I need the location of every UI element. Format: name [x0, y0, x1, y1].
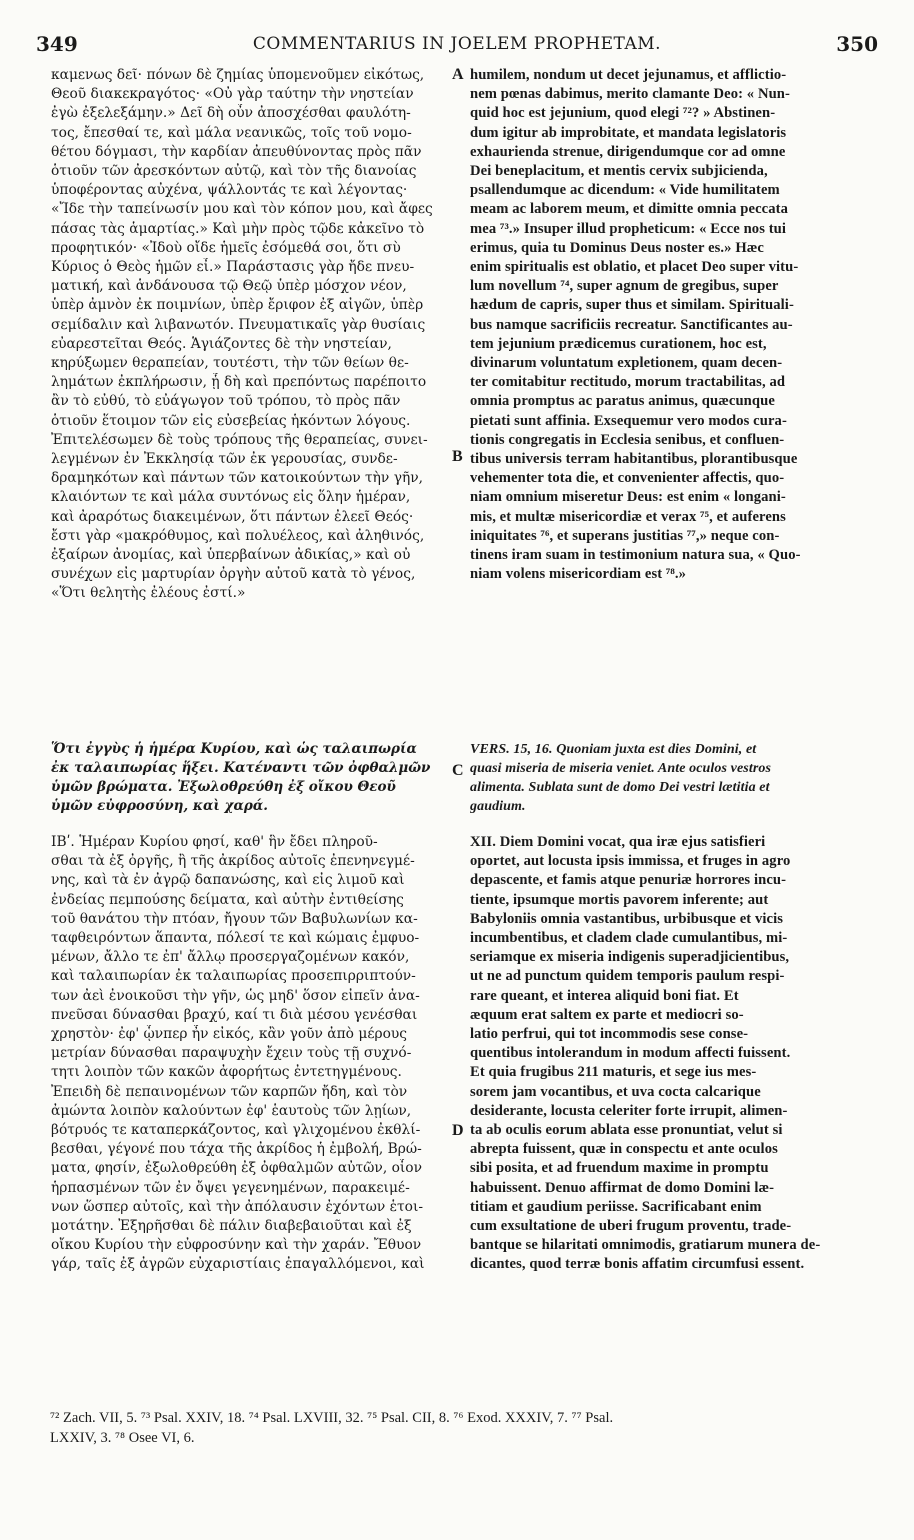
greek-text-line: ἔστι γὰρ «μακρόθυμος, καὶ πολυέλεος, καὶ ἀληθινός,	[51, 527, 425, 544]
latin-text-line: sorem jam vocantibus, et uva cocta calcarique	[470, 1083, 761, 1100]
greek-text-line: συνέχων εἰς μαρτυρίαν ὀργὴν αὐτοῦ κατὰ τὸ γένος,	[51, 566, 416, 583]
latin-text-line: æquum erat saltem ex parte et mediocri so-	[470, 1006, 744, 1023]
latin-text-line: exhaurienda strenue, dirigendumque cor ad omne	[470, 143, 786, 160]
latin-text-line: Dei beneplacitum, et mentis cervix subjicienda,	[470, 163, 768, 180]
latin-text-line: seriamque ex miseria indigenis superadjicientibus,	[470, 949, 790, 966]
greek-text-line: ὁτιοῦν τῶν ἀρεσκόντων αὐτῷ, καὶ τὸν τῆς διανοίας	[51, 163, 417, 180]
latin-text-line: latio perfrui, qui tot incommodis sese conse-	[470, 1026, 749, 1043]
latin-text-line: habuissent. Denuo affirmat de domo Domini læ-	[470, 1179, 775, 1196]
greek-text-line: Ἐπιτελέσωμεν δὲ τοὺς τρόπους τῆς θεραπείας, συνει-	[51, 431, 428, 448]
latin-text-line: ta ab oculis eorum ablata esse pronuntiat, velut si	[470, 1122, 783, 1139]
section-marker-b: B	[452, 448, 463, 465]
latin-text-line: Et quia frugibus 211 maturis, et sege ius mes-	[470, 1064, 757, 1081]
latin-text-line: tiente, ipsumque mortis pavorem inferente; aut	[470, 891, 769, 908]
latin-text-line: desiderante, locusta celeriter forte irrupit, alimen-	[470, 1102, 788, 1119]
greek-text-line: πάσας τὰς ἁμαρτίας.» Καὶ μὴν πρὸς τῷδε κἀκεῖνο τὸ	[51, 220, 425, 237]
greek-verse-text	[51, 740, 446, 816]
page-header	[36, 32, 878, 58]
greek-text-line: Κύριος ὁ Θεὸς ἡμῶν εἶ.» Παράστασις γὰρ ἤδε πνευ-	[51, 259, 415, 276]
latin-text-line: mea ⁷³.» Insuper illud propheticum: « Ecce nos tui	[470, 220, 787, 237]
greek-text-line: λημάτων ἐκπλήρωσιν, ᾗ δὴ καὶ πρεπόντως παρέποιτο	[51, 374, 427, 391]
latin-text-line: nem pœnas dabimus, merito clamante Deo: « Nun-	[470, 86, 790, 103]
latin-text-line: niam volens misericordiam est ⁷⁸.»	[470, 566, 687, 583]
latin-verse-text	[470, 740, 880, 816]
latin-text-line: vehementer tota die, et convenienter affectis, quo-	[470, 470, 785, 487]
greek-verse-line: Ὅτι ἐγγὺς ἡ ἡμέρα Κυρίου, καὶ ὡς ταλαιπωρία	[51, 741, 417, 757]
greek-text-line: Θεοῦ διακεκραγότος· «Οὐ γὰρ ταύτην τὴν νηστείαν	[51, 86, 414, 103]
greek-text-line: καὶ ἀραρότως διακειμένων, ὅτι πάντων ἐλεεῖ Θεός·	[51, 508, 414, 525]
latin-text-line: cum exsultatione de uberi frugum proventu, trade-	[470, 1218, 792, 1235]
greek-text-line: σεμίδαλιν καὶ λιβανωτόν. Πνευματικαῖς γὰρ θυσίαις	[51, 316, 426, 333]
greek-text-line: καμενως δεῖ· πόνων δὲ ζημίας ὑπομενοῦμεν εἰκότως,	[51, 67, 425, 83]
greek-text-line: ἂν τὸ εὐθύ, τὸ εὐάγωγον τοῦ τρόπου, τὸ πρὸς πᾶν	[51, 393, 401, 410]
greek-text-line: ἐγὼ ἐξελεξάμην.» Δεῖ δὴ οὖν ἀποσχέσθαι φαυλότη-	[51, 105, 411, 122]
latin-text-line: dicantes, quod terræ bonis affatim circumfusi essent.	[470, 1256, 805, 1273]
footnote-line: ⁷² Zach. VII, 5. ⁷³ Psal. XXIV, 18. ⁷⁴ Psal. LXVIII, 32. ⁷⁵ Psal. CII, 8. ⁷⁶ Exod. XXXIV, 7. ⁷⁷ Psal.	[50, 1410, 614, 1426]
greek-text-line: οἴκου Κυρίου τὴν εὐφροσύνην καὶ τὴν χαράν. Ἔθυον	[51, 1237, 422, 1254]
latin-text-line: erimus, quia tu Dominus Deus noster es.» Hæc	[470, 239, 764, 256]
latin-text-line: XII. Diem Domini vocat, qua iræ ejus satisfieri	[470, 834, 766, 850]
latin-text-line: mis, et multæ misericordiæ et verax ⁷⁵, et auferens	[470, 508, 786, 525]
latin-text-line: pietati sunt affinia. Exsequemur vero modos cura-	[470, 412, 787, 429]
latin-text-line: titiam et gaudium periisse. Sacrificabant enim	[470, 1198, 762, 1215]
latin-text-line: tibus universis terram habitantibus, plorantibusque	[470, 451, 798, 468]
page-number-left: 349	[36, 32, 78, 56]
latin-text-line: omnia promptus ac paratus animus, quæcunque	[470, 393, 775, 410]
greek-text-line: Ἐπειδὴ δὲ πεπαινομένων τῶν καρπῶν ἤδη, καὶ τὸν	[51, 1083, 408, 1100]
greek-text-line: τος, ἔπεσθαί τε, καὶ μάλα νεανικῶς, τοῖς τοῦ νομο-	[51, 124, 412, 141]
greek-text-line: ματα, φησίν, ἐξωλοθρεύθη ἐξ ὀφθαλμῶν αὐτῶν, οἷον	[51, 1160, 423, 1177]
greek-text-line: μετρίαν δύνασθαι παραψυχὴν ἔχειν τοὺς τῇ συχνό-	[51, 1045, 412, 1062]
latin-text-line: abrepta fuissent, quæ in conspectu et ante oculos	[470, 1141, 778, 1158]
greek-text-line: κηρύξωμεν θεραπείαν, τουτέστι, τὴν τῶν θείων θε-	[51, 355, 409, 372]
latin-text-line: dum igitur ab improbitate, et mandata legislatoris	[470, 124, 787, 141]
greek-text-line: μένων, ἄλλο τε ἐπ' ἄλλῳ προσεργαζομένων κακόν,	[51, 949, 410, 966]
greek-text-line: χρηστὸν· ἐφ' ᾧνπερ ἦν εἰκός, κἂν γοῦν ἀπὸ μέρους	[51, 1026, 408, 1043]
section-marker-c: C	[452, 762, 464, 779]
latin-text-line: tem jejunium prædicemus curationem, hoc est,	[470, 335, 767, 352]
greek-text-line: πνεῦσαι δύνασθαι βραχύ, καί τι διὰ μέσου γενέσθαι	[51, 1006, 418, 1023]
greek-text-line: των ἀεὶ ἐνοικοῦσι τὴν γῆν, ὡς μηδ' ὅσον εἰπεῖν ἀνα-	[51, 987, 420, 1004]
latin-text-line: psallendumque ac dicendum: « Vide humilitatem	[470, 182, 780, 199]
greek-text-line: «Ὅτι θελητὴς ἐλέους ἐστί.»	[51, 585, 246, 602]
latin-text-line: lum novellum ⁷⁴, super agnum de gregibus, super	[470, 278, 779, 295]
latin-text-line: niam omnium miseretur Deus: est enim « longani-	[470, 489, 786, 506]
latin-text-line: bantque se hilaritati omnimodis, gratiarum munera de-	[470, 1237, 821, 1254]
greek-text-line: θέτου δόγμασι, τὴν καρδίαν ἀπευθύνοντας πρὸς πᾶν	[51, 143, 422, 160]
latin-text-line: iniquitates ⁷⁶, et superans justitias ⁷⁷,» neque con-	[470, 527, 780, 544]
greek-verse-line: ὑμῶν εὐφροσύνη, καὶ χαρά.	[51, 798, 268, 814]
page-number-right: 350	[836, 32, 878, 56]
greek-text-line: νων ὥσπερ αὐτοῖς, καὶ τὴν ἀπόλαυσιν ἐχόντων ἑτοι-	[51, 1198, 424, 1215]
latin-text-line: ter comitabitur rectitudo, morum tractabilitas, ad	[470, 374, 786, 391]
footnote-line: LXXIV, 3. ⁷⁸ Osee VI, 6.	[50, 1430, 195, 1446]
greek-text-line: ἡρπασμένων τῶν ἐν ὄψει γεγενημένων, παρακειμέ-	[51, 1179, 410, 1196]
latin-text-line: humilem, nondum ut decet jejunamus, et afflictio-	[470, 67, 787, 83]
greek-text-line: ὑποφέροντας αὐχένα, ψάλλοντάς τε καὶ λέγοντας·	[51, 182, 408, 199]
latin-text-line: ut ne ad punctum quidem temporis paulum respi-	[470, 968, 785, 985]
greek-text-line: «Ἴδε τὴν ταπείνωσίν μου καὶ τὸν κόπον μου, καὶ ἄφες	[51, 201, 433, 218]
latin-text-line: bus namque sacrificiis recreatur. Sanctificantes au-	[470, 316, 793, 333]
greek-text-line: σθαι τὰ ἐξ ὀργῆς, ἢ τῆς ἀκρίδος αὐτοῖς ἐπενηνεγμέ-	[51, 853, 415, 870]
latin-text-line: oportet, aut locusta ipsis immissa, et fruges in agro	[470, 853, 791, 870]
latin-text-line: quid hoc est jejunium, quod elegi ⁷²? » Abstinen-	[470, 105, 776, 122]
greek-text-line: ὑπὲρ ἀμνὸν ἐκ ποιμνίων, ὑπὲρ ἔριφον ἐξ αἰγῶν, ὑπὲρ	[51, 297, 424, 314]
greek-column-top	[51, 66, 446, 604]
greek-verse-line: ἐκ ταλαιπωρίας ἥξει. Κατέναντι τῶν ὀφθαλμῶν	[51, 760, 431, 776]
greek-verse-line: ὑμῶν βρώματα. Ἐξωλοθρεύθη ἐξ οἴκου Θεοῦ	[51, 779, 396, 795]
running-title: COMMENTARIUS IN JOELEM PROPHETAM.	[252, 34, 662, 54]
latin-verse-line: alimenta. Sublata sunt de domo Dei vestri lætitia et	[470, 780, 770, 795]
footnotes	[50, 1408, 880, 1448]
greek-text-line: δραμηκότων καὶ πάντων τῶν κατοικούντων τὴν γῆν,	[51, 470, 423, 487]
greek-text-line: μοτάτην. Ἐξηρῆσθαι δὲ πάλιν διαβεβαιοῦται καὶ ἐξ	[51, 1218, 412, 1235]
section-marker-d: D	[452, 1122, 464, 1139]
latin-text-line: meam ac laborem meum, et dimitte omnia peccata	[470, 201, 789, 218]
latin-text-line: sibi posita, et ad fruendum maxime in promptu	[470, 1160, 769, 1177]
greek-text-line: προφητικόν· «Ἰδοὺ οἴδε ἡμεῖς ἐσόμεθά σοι, ὅτι σὺ	[51, 239, 401, 256]
latin-verse-line: VERS. 15, 16. Quoniam juxta est dies Domini, et	[470, 742, 757, 757]
latin-text-line: rare queant, et interea aliquid boni fiat. Et	[470, 987, 739, 1004]
latin-text-line: Babyloniis omnia vastantibus, urbibusque et vicis	[470, 910, 784, 927]
greek-column-commentary	[51, 833, 446, 1275]
greek-text-line: ἐξαίρων ἀνομίας, καὶ ὑπερβαίνων ἀδικίας,» καὶ οὐ	[51, 547, 411, 564]
greek-text-line: νης, καὶ τὰ ἐν ἀγρῷ δαπανώσης, καὶ εἰς λιμοῦ καὶ	[51, 872, 405, 889]
latin-text-line: enim spiritualis est oblatio, et placet Deo super vitu-	[470, 259, 799, 276]
greek-text-line: εὐαρεστεῖται Θεός. Ἁγιάζοντες δὲ τὴν νηστείαν,	[51, 335, 392, 352]
greek-text-line: ΙΒʹ. Ἡμέραν Κυρίου φησί, καθ' ἣν ἔδει πληροῦ-	[51, 834, 378, 850]
greek-text-line: ἐνδείας πεμπούσης δείματα, καὶ αὐτὴν ἐντιθείσης	[51, 891, 404, 908]
latin-text-line: tinens iram suam in testimonium natura sua, « Quo-	[470, 547, 801, 564]
greek-text-line: τητι λοιπὸν τῶν κακῶν ἀφορήτως ἐντετηγμένους.	[51, 1064, 402, 1081]
greek-text-line: ματική, καὶ ἁνδάνουσα τῷ Θεῷ ὑπὲρ μόσχον νέον,	[51, 278, 407, 295]
latin-text-line: depascente, et famis atque penuriæ horrores incu-	[470, 872, 787, 889]
latin-text-line: tionis congregatis in Ecclesia senibus, et confluen-	[470, 431, 785, 448]
greek-text-line: ταφθειρόντων ἅπαντα, πόλεσί τε καὶ κώμαις ἐμφυο-	[51, 930, 420, 947]
greek-text-line: βότρυός τε καταπερκάζοντος, καὶ γλιχομένου ἐκθλί-	[51, 1122, 421, 1139]
latin-verse-line: quasi miseria de miseria veniet. Ante oculos vestros	[470, 761, 772, 776]
greek-text-line: βεσθαι, γέγονέ που τάχα τῆς ἀκρίδος ἡ ἐμβολή, Βρώ-	[51, 1141, 422, 1158]
greek-text-line: κλαιόντων τε καὶ μάλα συντόνως εἰς ὅλην ἡμέραν,	[51, 489, 411, 506]
latin-verse-line: gaudium.	[470, 799, 526, 814]
section-marker-a: A	[452, 66, 464, 83]
greek-text-line: λεγμένων ἐν Ἐκκλησίᾳ τῶν ἐκ γερουσίας, συνδε-	[51, 451, 398, 468]
latin-text-line: incumbentibus, et cladem clade cumulantibus, mi-	[470, 930, 788, 947]
greek-text-line: ἀμώντα λοιπὸν καλούντων ἐφ' ἑαυτοὺς τῶν λῃίων,	[51, 1102, 412, 1119]
latin-text-line: divinarum voluntatum expletionem, quam decen-	[470, 355, 783, 372]
greek-text-line: τοῦ θανάτου τὴν πτόαν, ἤγουν τῶν Βαβυλωνίων κα-	[51, 910, 418, 927]
latin-text-line: quentibus intolerandum in modum affecti fuissent.	[470, 1045, 791, 1062]
greek-text-line: καὶ ταλαιπωρίαν ἐκ ταλαιπωρίας προσεπιρριπτούν-	[51, 968, 416, 985]
latin-text-line: hædum de capris, super thus et similam. Spirituali-	[470, 297, 794, 314]
greek-text-line: ὁτιοῦν ἕτοιμον τῶν εἰς εὐσεβείας ἡκόντων λόγους.	[51, 412, 411, 429]
greek-text-line: γάρ, ταῖς ἐξ ἀγρῶν εὐχαριστίαις ἐπαγαλλόμενοι, καὶ	[51, 1256, 425, 1273]
latin-column-top	[470, 66, 880, 584]
latin-column-commentary	[470, 833, 880, 1275]
